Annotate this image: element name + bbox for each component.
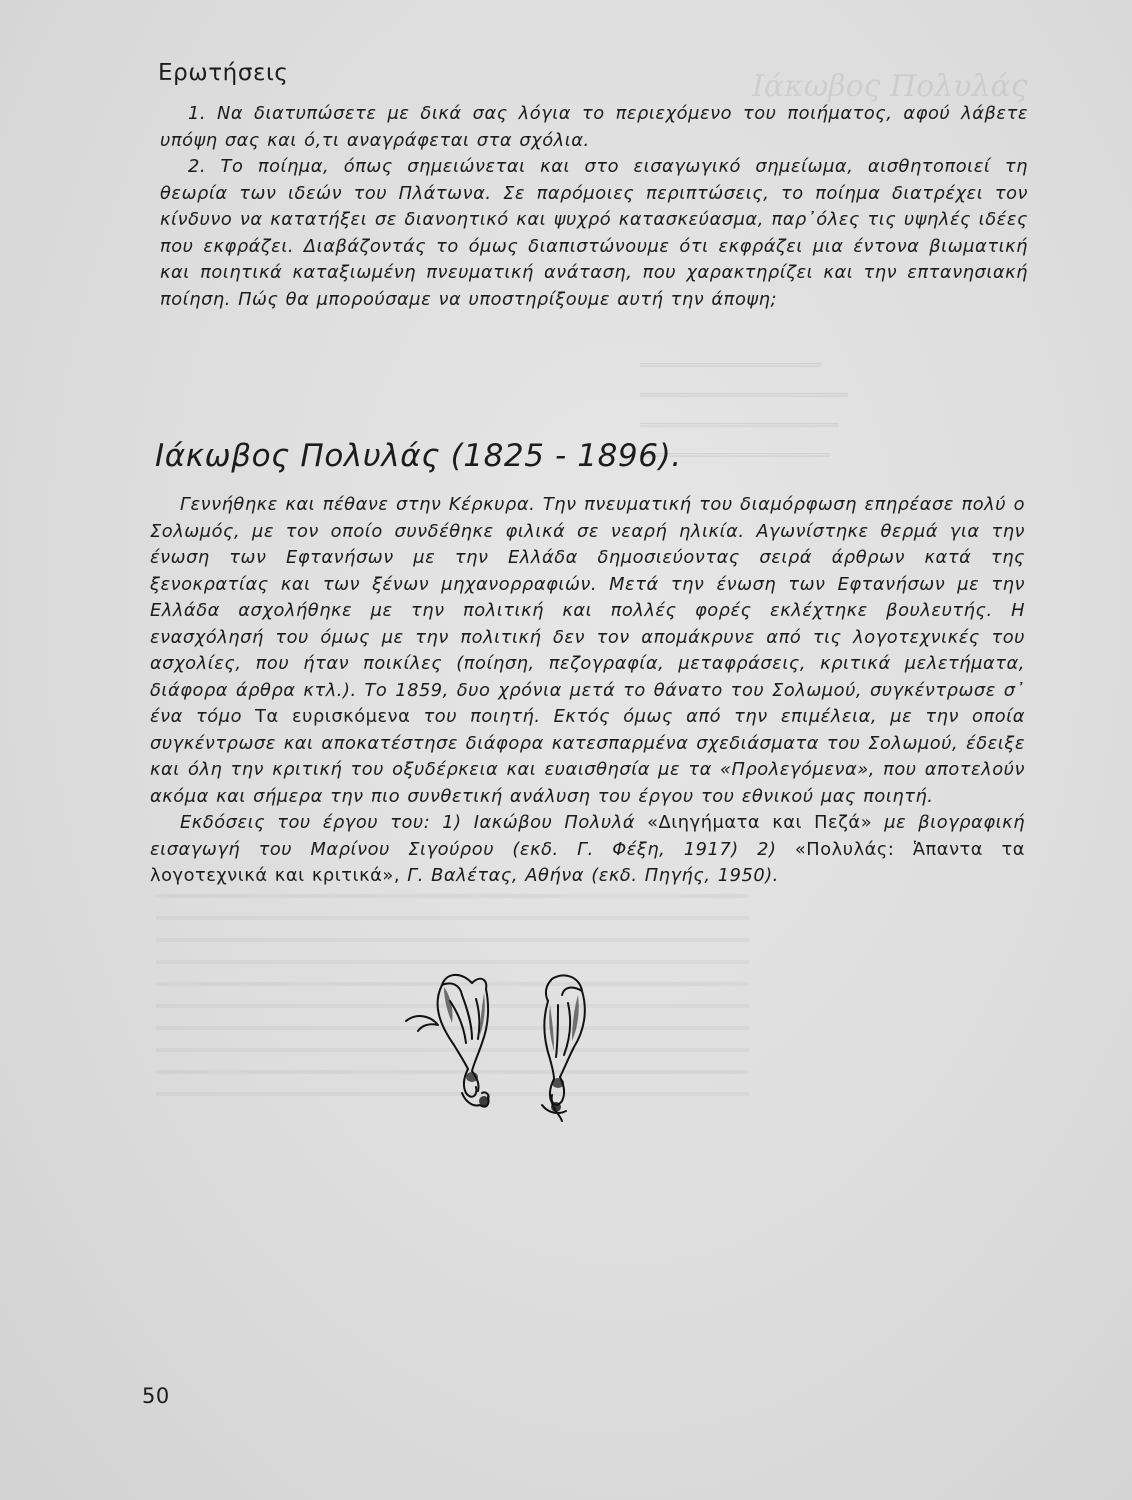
decorative-lilies-icon <box>402 965 622 1125</box>
editions-text: Γ. Βαλέτας, Αθήνα (εκδ. Πηγής, 1950). <box>407 865 779 886</box>
page-number: 50 <box>142 1384 170 1408</box>
questions-list <box>160 101 1028 313</box>
editions-text: με βιογραφική εισαγωγή του Μαρίνου Σιγούρου (εκδ. Γ. Φέξη, 1917) 2) <box>150 812 1026 860</box>
bleed-through-verse: ════════════════════ ═══════════════════════ ══════════════════════ ═════════════════════ <box>640 356 848 464</box>
book-title: «Πολυλάς: Ἁπαντα τα λογοτεχνικά και κριτικά», <box>150 838 1025 886</box>
biography-section <box>150 492 1025 890</box>
book-title: Τα ευρισκόμενα <box>255 706 411 727</box>
biography-text: του ποιητή. Εκτός όμως από την επιμέλεια, με την οποία συγκέντρωσε και αποκατέστησε διάφορα κατεσπαρμένα σχεδιάσματα του Σολωμού, έδειξε και όλη την κριτική του οξυδέρκεια και ευαισθησία με τα «Προλεγόμενα», που αποτελούν ακόμα και σήμερα την πιο συνθετική ανάλυση του έργου του εθνικού μας ποιητή. <box>150 706 1026 807</box>
questions-heading: Ερωτήσεις <box>158 60 289 86</box>
biography-text: Γεννήθηκε και πέθανε στην Κέρκυρα. Την πνευματική του διαμόρφωση επηρέασε πολύ ο Σολωμός, με τον οποίο συνδέθηκε φιλικά σε νεαρή ηλικία. Αγωνίστηκε θερμά για την ένωση των Εφτανήσων με την Ελλάδα δημοσιεύοντας σειρά άρθρων κατά της ξενοκρατίας και των ξένων μηχανορραφιών. Μετά την ένωση των Εφτανήσων με την Ελλάδα ασχολήθηκε με την πολιτική και πολλές φορές εκλέχτηκε βουλευτής. Η ενασχόλησή του όμως με την πολιτική δεν τον απομάκρυνε από τις λογοτεχνικές του ασχολίες, που ήταν ποικίλες (ποίηση, πεζογραφία, μεταφράσεις, κριτικά μελετήματα, διάφορα άρθρα κτλ.). Το 1859, δυο χρόνια μετά το θάνατο του Σολωμού, συγκέντρωσε σ᾽ ένα τόμο <box>150 494 1025 727</box>
bleed-through-text: ══════════════════════════════════════════════════════════════════════════════════ ══════════════════════════════════════════════════════════════════════════════════ ══════════════════════════════════════════════════════════════════════════════════ ══════════════════════════════════════════════════════════════════════════════════ ══════════════════════════════════════════════════════════════════════════════════ ══════════════════════════════════════════════════════════════════════════════════ ══════════════════════════════════════════════════════════════════════════════════ ══════════════════════════════════════════════════════════════════════════════════ ══════════════════════════════════════════════════════════════════════════════════ ══════════════════════════════════════════════════════════════════════════════════ <box>156 889 749 1101</box>
biography-paragraph <box>150 492 1025 810</box>
editions-paragraph <box>150 810 1025 890</box>
book-title: «Διηγήματα και Πεζά» <box>647 812 873 833</box>
question-item: 1. Να διατυπώσετε με δικά σας λόγια το περιεχόμενο του ποιήματος, αφού λάβετε υπόψη σας και ό,τι αναγράφεται στα σχόλια. <box>160 103 1028 151</box>
editions-text: Εκδόσεις του έργου του: 1) Ιακώβου Πολυλά <box>180 812 636 833</box>
biography-title: Ιάκωβος Πολυλάς (1825 - 1896). <box>155 438 682 474</box>
bleed-through-heading: Ιάκωβος Πολυλάς <box>752 69 1028 104</box>
question-item: 2. Το ποίημα, όπως σημειώνεται και στο εισαγωγικό σημείωμα, αισθητοποιεί τη θεωρία των ιδεών του Πλάτωνα. Σε παρόμοιες περιπτώσεις, το ποίημα διατρέχει τον κίνδυνο να κατατήξει σε διανοητικό και ψυχρό κατασκεύασμα, παρ᾽όλες τις υψηλές ιδέες που εκφράζει. Διαβάζοντάς το όμως διαπιστώνουμε ότι εκφράζει μια έντονα βιωματική και ποιητικά καταξιωμένη πνευματική ανάταση, που χαρακτηρίζει και την επτανησιακή ποίηση. Πώς θα μπορούσαμε να υποστηρίξουμε αυτή την άποψη; <box>160 156 1028 310</box>
